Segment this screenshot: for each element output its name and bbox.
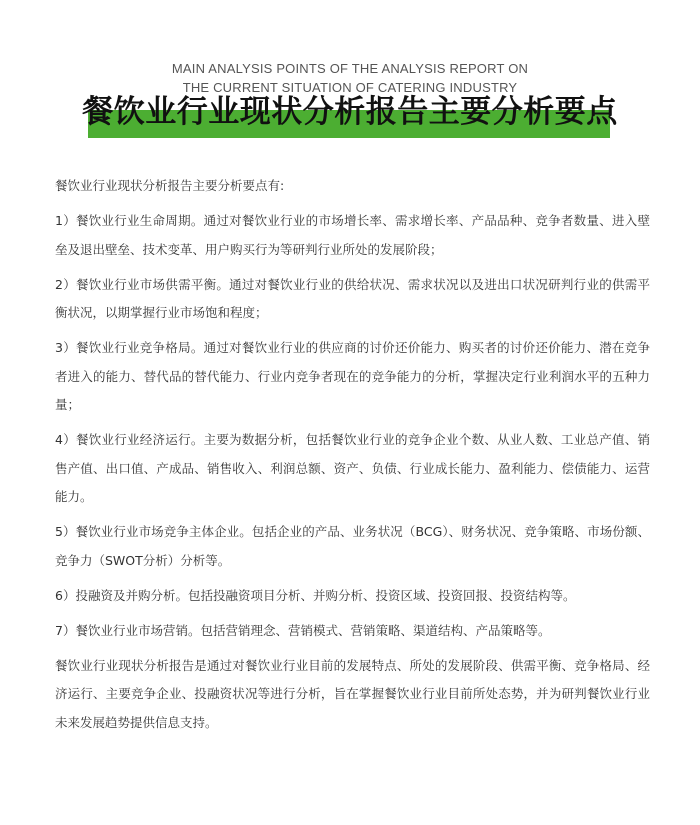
- chinese-title: 餐饮业行业现状分析报告主要分析要点: [82, 94, 618, 130]
- english-title-line-2: THE CURRENT SITUATION OF CATERING INDUSTRY: [182, 80, 518, 95]
- english-title-line-1: MAIN ANALYSIS POINTS OF THE ANALYSIS REPORT ON: [171, 61, 529, 76]
- article-body: [55, 172, 650, 744]
- page-header: [0, 0, 700, 150]
- point-5: 5）餐饮业行业市场竞争主体企业。包括企业的产品、业务状况（BCG）、财务状况、竞争策略、市场份额、竞争力（SWOT分析）分析等。: [55, 524, 650, 568]
- point-1: 1）餐饮业行业生命周期。通过对餐饮业行业的市场增长率、需求增长率、产品品种、竞争者数量、进入壁垒及退出壁垒、技术变革、用户购买行为等研判行业所处的发展阶段；: [55, 213, 650, 257]
- point-3: 3）餐饮业行业竞争格局。通过对餐饮业行业的供应商的讨价还价能力、购买者的讨价还价能力、潜在竞争者进入的能力、替代品的替代能力、行业内竞争者现在的竞争能力的分析，掌握决定行业利润水平的五种力量；: [55, 340, 650, 412]
- point-2: 2）餐饮业行业市场供需平衡。通过对餐饮业行业的供给状况、需求状况以及进出口状况研判行业的供需平衡状况，以期掌握行业市场饱和程度；: [55, 276, 650, 320]
- point-4: 4）餐饮业行业经济运行。主要为数据分析，包括餐饮业行业的竞争企业个数、从业人数、工业总产值、销售产值、出口值、产成品、销售收入、利润总额、资产、负债、行业成长能力、盈利能力、偿债能力、运营能力。: [55, 432, 650, 504]
- intro-paragraph: 餐饮业行业现状分析报告主要分析要点有:: [55, 178, 285, 193]
- summary-paragraph: 餐饮业行业现状分析报告是通过对餐饮业行业目前的发展特点、所处的发展阶段、供需平衡、竞争格局、经济运行、主要竞争企业、投融资状况等进行分析，旨在掌握餐饮业行业目前所处态势，并为研判餐饮业行业未来发展趋势提供信息支持。: [55, 657, 650, 730]
- point-7: 7）餐饮业行业市场营销。包括营销理念、营销模式、营销策略、渠道结构、产品策略等。: [55, 622, 551, 638]
- point-6: 6）投融资及并购分析。包括投融资项目分析、并购分析、投资区域、投资回报、投资结构等。: [55, 587, 576, 603]
